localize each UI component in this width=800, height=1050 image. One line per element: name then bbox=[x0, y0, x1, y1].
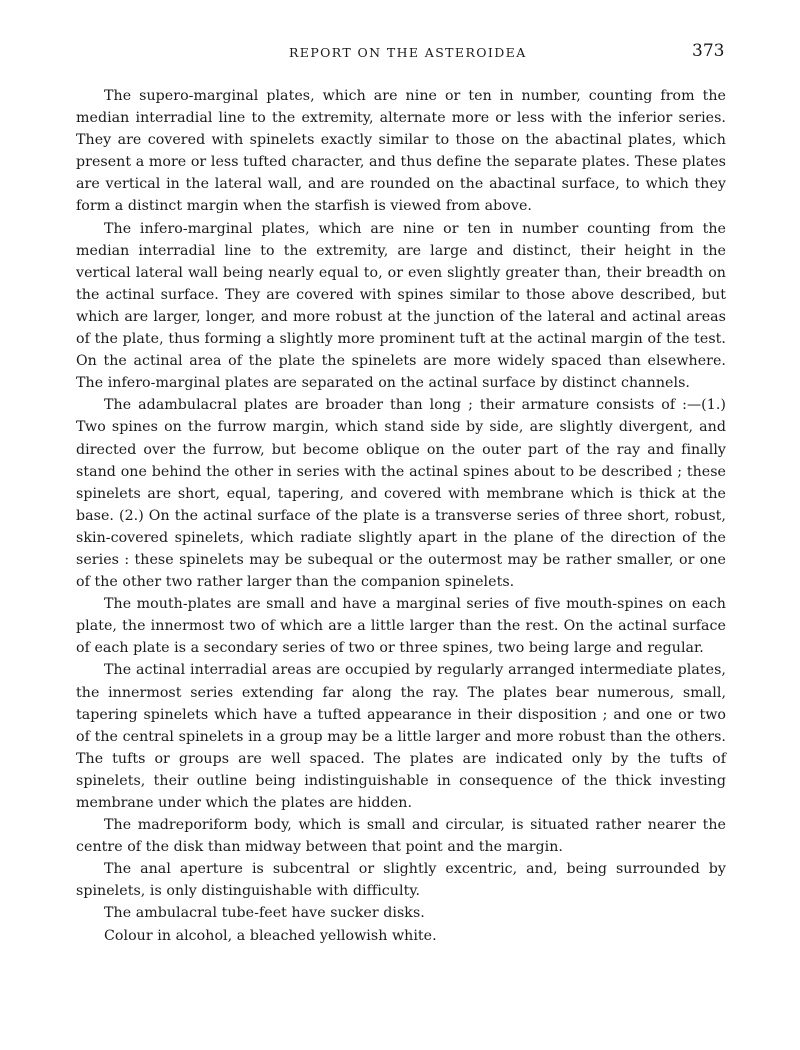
paragraph-actinal-interradial-areas: The actinal interradial areas are occupied by regularly arranged intermediate plates, the innermost series extending far along the ray. The plates bear numerous, small, tapering spinelets which have a tufted appearance in their disposition ; and one or two of the central spinelets in a group may be a little larger and more robust than the others. The tufts or groups are well spaced. The plates are indicated only by the tufts of spinelets, their outline being indistinguishable in consequence of the thick investing membrane under which the plates are hidden. bbox=[76, 662, 726, 811]
paragraph-adambulacral-plates: The adambulacral plates are broader than long ; their armature consists of :—(1.) Two spines on the furrow margin, which stand side by side, are slightly divergent, and directed over the furrow, but become oblique on the outer part of the ray and finally stand one behind the other in series with the actinal spines about to be described ; these spinelets are short, equal, tapering, and covered with membrane which is thick at the base. (2.) On the actinal surface of the plate is a transverse series of three short, robust, skin-covered spinelets, which radiate slightly apart in the plane of the direction of the series : these spinelets may be subequal or the outermost may be rather smaller, or one of the other two rather larger than the companion spinelets. bbox=[76, 397, 726, 591]
running-head bbox=[0, 41, 800, 65]
paragraph-supero-marginal-plates: The supero-marginal plates, which are nine or ten in number, counting from the median interradial line to the extremity, alternate more or less with the inferior series. They are covered with spinelets exactly similar to those on the abactinal plates, which present a more or less tufted character, and thus define the separate plates. These plates are vertical in the lateral wall, and are rounded on the abactinal surface, to which they form a distinct margin when the starfish is viewed from above. bbox=[76, 88, 726, 215]
body-text bbox=[76, 85, 726, 947]
running-title: REPORT ON THE ASTEROIDEA bbox=[289, 45, 527, 60]
paragraph-colour: Colour in alcohol, a bleached yellowish white. bbox=[104, 927, 437, 944]
paragraph-infero-marginal-plates: The infero-marginal plates, which are nine or ten in number counting from the median interradial line to the extremity, are large and distinct, their height in the vertical lateral wall being nearly equal to, or even slightly greater than, their breadth on the actinal surface. They are covered with spines similar to those above described, but which are larger, longer, and more robust at the junction of the lateral and actinal areas of the plate, thus forming a slightly more prominent tuft at the actinal margin of the test. On the actinal area of the plate the spinelets are more widely spaced than elsewhere. The infero-marginal plates are separated on the actinal surface by distinct channels. bbox=[76, 220, 726, 392]
paragraph-mouth-plates: The mouth-plates are small and have a marginal series of five mouth-spines on each plate, the innermost two of which are a little larger than the rest. On the actinal surface of each plate is a secondary series of two or three spines, two being large and regular. bbox=[76, 596, 726, 657]
paragraph-tube-feet: The ambulacral tube-feet have sucker disks. bbox=[104, 905, 425, 922]
page-number: 373 bbox=[692, 41, 725, 61]
paragraph-madreporiform-body: The madreporiform body, which is small and circular, is situated rather nearer the centre of the disk than midway between that point and the margin. bbox=[76, 817, 726, 856]
paragraph-anal-aperture: The anal aperture is subcentral or slightly excentric, and, being surrounded by spinelets, is only distinguishable with difficulty. bbox=[76, 861, 726, 900]
